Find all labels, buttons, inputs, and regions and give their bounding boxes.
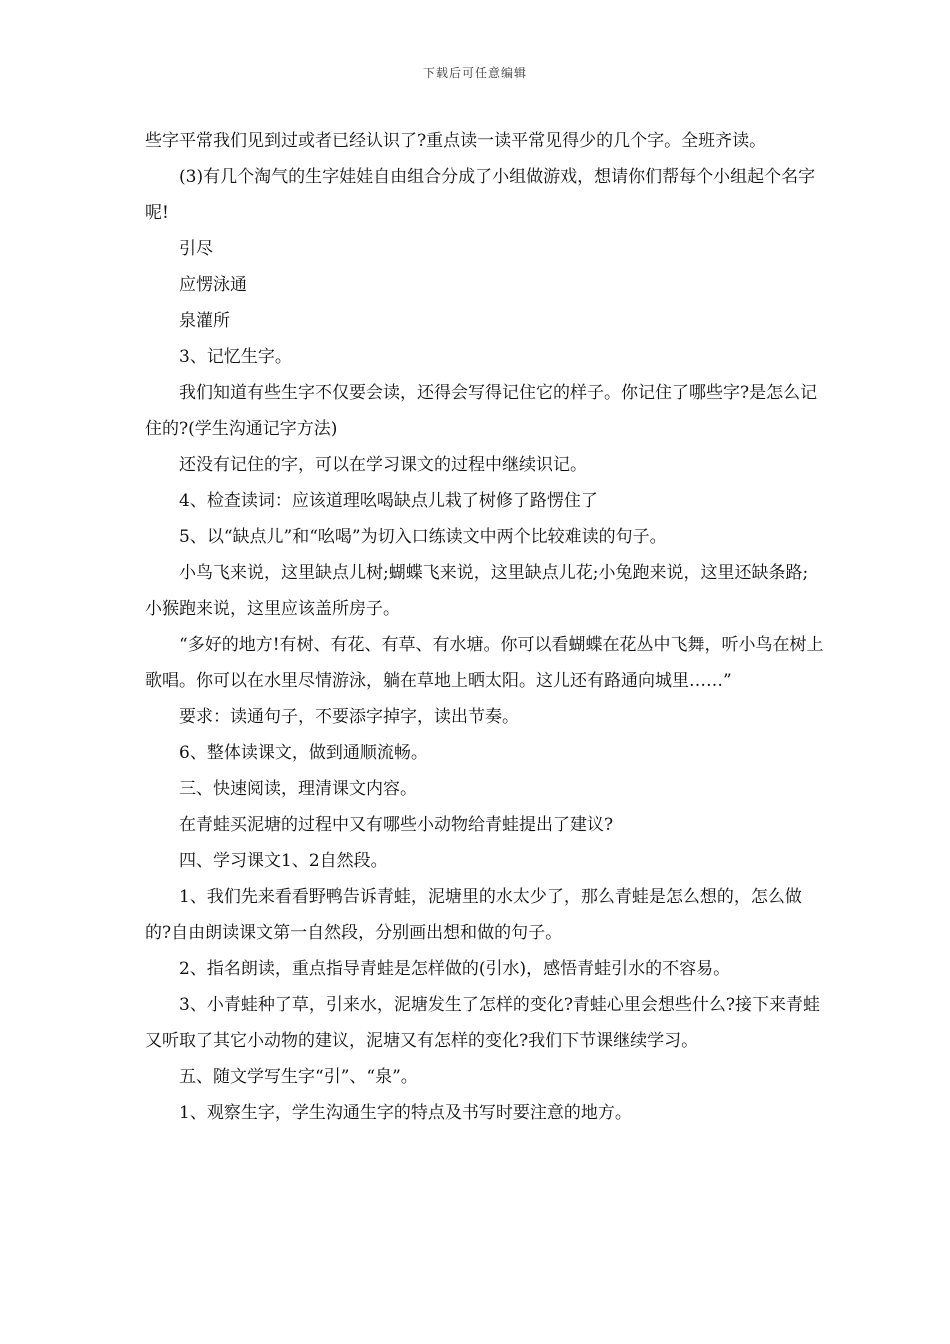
paragraph: 3、记忆生字。 (179, 347, 292, 367)
page-header: 下载后可任意编辑 (422, 66, 527, 80)
paragraph: 我们知道有些生字不仅要会读，还得会写得记住它的样子。你记住了哪些字?是怎么记住的?(学生沟通记字方法) (145, 383, 818, 439)
paragraph: 应愣泳通 (179, 275, 247, 295)
paragraph: 5、以“缺点儿”和“吆喝”为切入口练读文中两个比较难读的句子。 (179, 527, 667, 547)
paragraph: 小鸟飞来说，这里缺点儿树;蝴蝶飞来说，这里缺点儿花;小兔跑来说，这里还缺条路;小猴跑来说，这里应该盖所房子。 (145, 563, 809, 619)
paragraph: “多好的地方!有树、有花、有草、有水塘。你可以看蝴蝶在花丛中飞舞，听小鸟在树上歌唱。你可以在水里尽情游泳，躺在草地上晒太阳。这儿还有路通向城里……” (145, 635, 824, 691)
paragraph: 引尽 (179, 239, 213, 259)
paragraph: 6、整体读课文，做到通顺流畅。 (179, 743, 428, 763)
paragraph: 2、指名朗读，重点指导青蛙是怎样做的(引水)，感悟青蛙引水的不容易。 (179, 959, 731, 979)
paragraph: 1、我们先来看看野鸭告诉青蛙，泥塘里的水太少了，那么青蛙是怎么想的，怎么做的?自由朗读课文第一自然段，分别画出想和做的句子。 (145, 887, 802, 943)
paragraph: 还没有记住的字，可以在学习课文的过程中继续识记。 (179, 455, 587, 475)
paragraph: 在青蛙买泥塘的过程中又有哪些小动物给青蛙提出了建议? (179, 815, 614, 835)
paragraph: 1、观察生字，学生沟通生字的特点及书写时要注意的地方。 (179, 1103, 632, 1123)
paragraph: 五、随文学写生字“引”、“泉”。 (179, 1067, 418, 1087)
paragraph: 4、检查读词：应该道理吆喝缺点儿栽了树修了路愣住了 (179, 491, 598, 511)
paragraph: (3)有几个淘气的生字娃娃自由组合分成了小组做游戏，想请你们帮每个小组起个名字呢! (145, 167, 816, 223)
paragraph: 些字平常我们见到过或者已经认识了?重点读一读平常见得少的几个字。全班齐读。 (145, 131, 767, 151)
paragraph: 3、小青蛙种了草，引来水，泥塘发生了怎样的变化?青蛙心里会想些什么?接下来青蛙又听取了其它小动物的建议，泥塘又有怎样的变化?我们下节课继续学习。 (145, 995, 821, 1051)
paragraph: 四、学习课文1、2自然段。 (179, 851, 388, 871)
paragraph: 三、快速阅读，理清课文内容。 (179, 779, 417, 799)
document-body (145, 123, 825, 1131)
paragraph: 要求：读通句子，不要添字掉字，读出节奏。 (179, 707, 519, 727)
paragraph: 泉灌所 (179, 311, 230, 331)
